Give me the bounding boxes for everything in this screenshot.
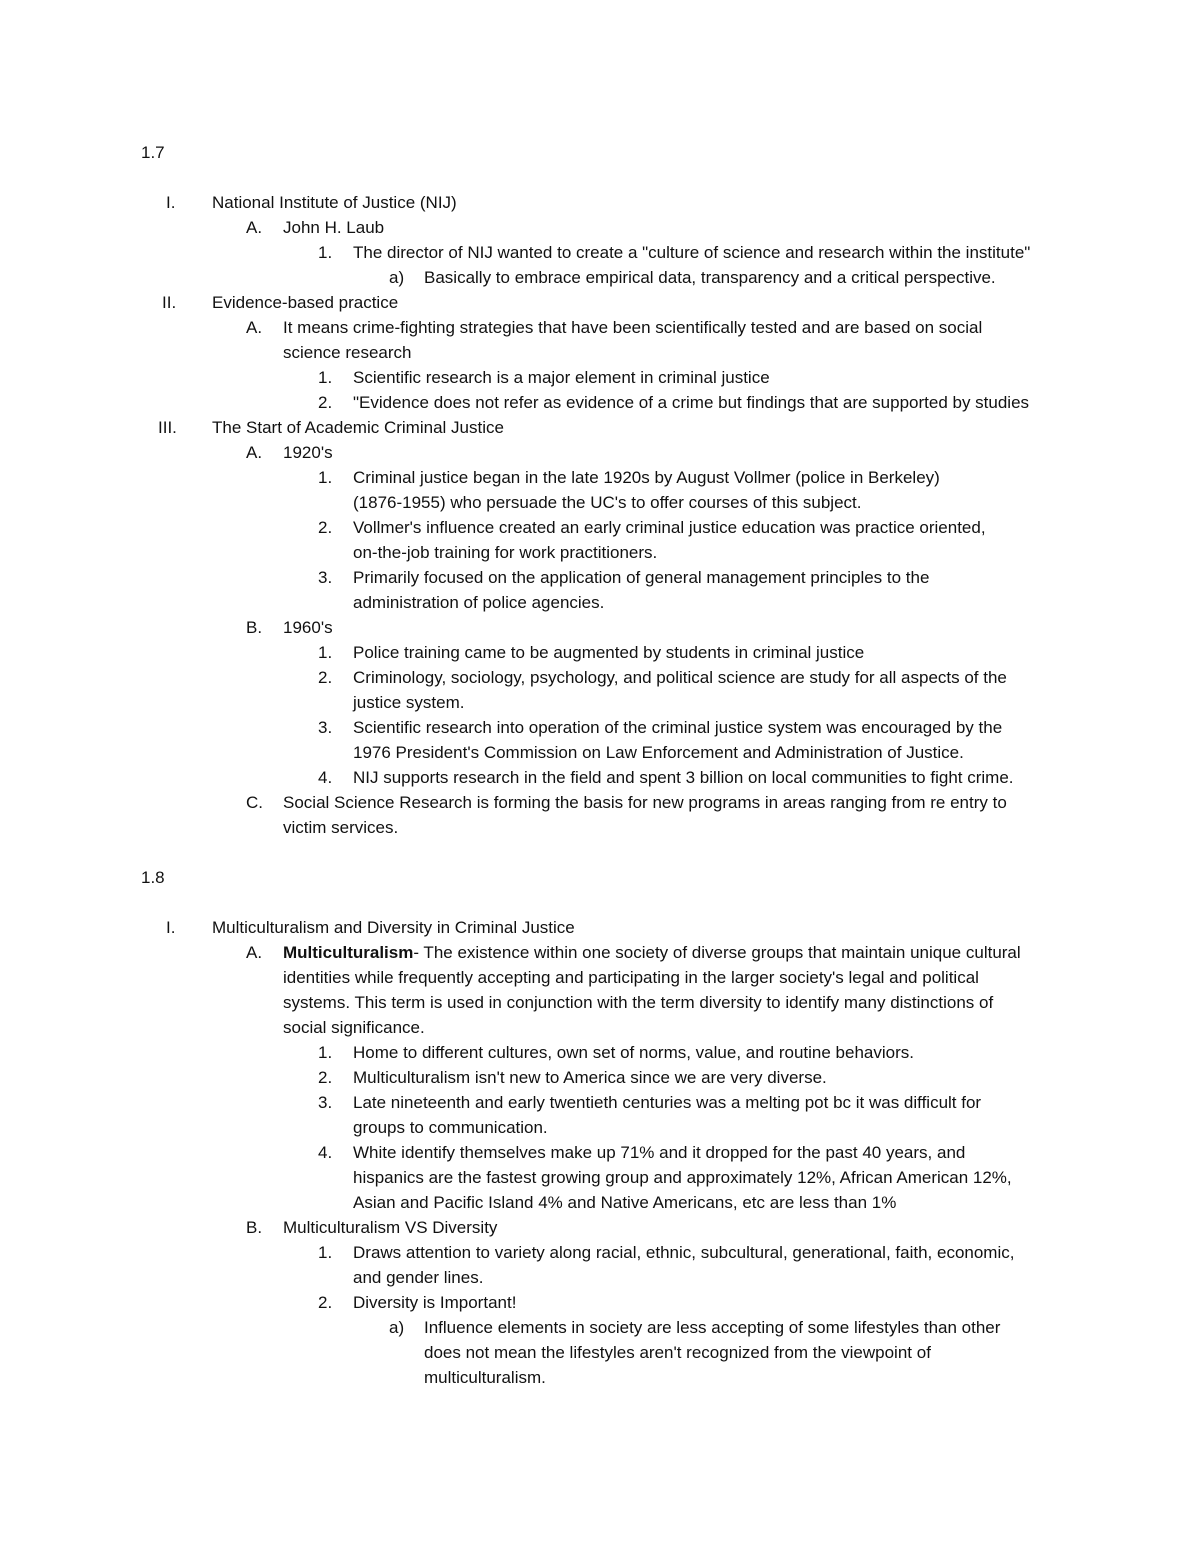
list-marker: 2. — [318, 1068, 333, 1087]
list-item: Vollmer's influence created an early criminal justice education was practice oriented, — [353, 518, 986, 537]
list-marker: 2. — [318, 1293, 333, 1312]
list-item-continuation: multiculturalism. — [424, 1368, 546, 1387]
list-item: Multiculturalism and Diversity in Criminal Justice — [212, 918, 575, 937]
list-marker: 2. — [318, 518, 333, 537]
list-item: Social Science Research is forming the basis for new programs in areas ranging from re entry to — [283, 793, 1007, 812]
list-marker: a) — [389, 1318, 405, 1337]
list-marker: 1. — [318, 368, 333, 387]
list-item: Evidence-based practice — [212, 293, 399, 312]
list-item: Multiculturalism VS Diversity — [283, 1218, 498, 1237]
list-marker: I. — [166, 918, 176, 937]
list-item-continuation: does not mean the lifestyles aren't recognized from the viewpoint of — [424, 1343, 931, 1362]
section-heading: 1.7 — [141, 143, 165, 162]
list-item: Police training came to be augmented by students in criminal justice — [353, 643, 865, 662]
list-item: Home to different cultures, own set of norms, value, and routine behaviors. — [353, 1043, 914, 1062]
list-item: John H. Laub — [283, 218, 385, 237]
list-item: The director of NIJ wanted to create a "culture of science and research within the institute" — [353, 243, 1031, 262]
list-marker: A. — [246, 318, 263, 337]
list-marker: A. — [246, 443, 263, 462]
list-marker: 3. — [318, 1093, 333, 1112]
list-item-continuation: identities while frequently accepting and participating in the larger society's legal and political — [283, 968, 979, 987]
list-item-continuation: and gender lines. — [353, 1268, 484, 1287]
list-marker: B. — [246, 1218, 263, 1237]
list-marker: 2. — [318, 393, 333, 412]
list-item: Draws attention to variety along racial, ethnic, subcultural, generational, faith, economic, — [353, 1243, 1015, 1262]
list-item-continuation: groups to communication. — [353, 1118, 548, 1137]
list-marker: B. — [246, 618, 263, 637]
list-marker: A. — [246, 218, 263, 237]
term-definition: - The existence within one society of diverse groups that maintain unique cultural — [413, 943, 1021, 962]
list-item: It means crime-fighting strategies that have been scientifically tested and are based on social — [283, 318, 983, 337]
list-item-continuation: administration of police agencies. — [353, 593, 605, 612]
list-item: National Institute of Justice (NIJ) — [212, 193, 457, 212]
list-marker: 3. — [318, 718, 333, 737]
list-item-continuation: social significance. — [283, 1018, 425, 1037]
list-item: Influence elements in society are less accepting of some lifestyles than other — [424, 1318, 1001, 1337]
list-marker: A. — [246, 943, 263, 962]
list-marker: III. — [158, 418, 177, 437]
list-item-continuation: 1976 President's Commission on Law Enforcement and Administration of Justice. — [353, 743, 964, 762]
list-item-continuation: Asian and Pacific Island 4% and Native Americans, etc are less than 1% — [353, 1193, 897, 1212]
list-item-continuation: science research — [283, 343, 412, 362]
list-marker: 1. — [318, 468, 333, 487]
list-item: Late nineteenth and early twentieth centuries was a melting pot bc it was difficult for — [353, 1093, 982, 1112]
list-marker: I. — [166, 193, 176, 212]
list-item: NIJ supports research in the field and spent 3 billion on local communities to fight crime. — [353, 768, 1014, 787]
list-item: 1920's — [283, 443, 333, 462]
list-item: Primarily focused on the application of general management principles to the — [353, 568, 930, 587]
list-item-continuation: (1876-1955) who persuade the UC's to offer courses of this subject. — [353, 493, 862, 512]
list-item: Scientific research is a major element in criminal justice — [353, 368, 770, 387]
list-item: "Evidence does not refer as evidence of a crime but findings that are supported by studies — [353, 393, 1030, 412]
list-marker: 1. — [318, 643, 333, 662]
list-item-continuation: on-the-job training for work practitioners. — [353, 543, 658, 562]
list-item: Criminal justice began in the late 1920s by August Vollmer (police in Berkeley) — [353, 468, 940, 487]
list-marker: C. — [246, 793, 263, 812]
list-item: The Start of Academic Criminal Justice — [212, 418, 504, 437]
section-heading: 1.8 — [141, 868, 165, 887]
list-marker: 1. — [318, 1043, 333, 1062]
list-marker: 3. — [318, 568, 333, 587]
list-marker: 1. — [318, 243, 333, 262]
list-item: Multiculturalism isn't new to America since we are very diverse. — [353, 1068, 827, 1087]
list-marker: 4. — [318, 1143, 333, 1162]
list-item-continuation: systems. This term is used in conjunction with the term diversity to identify many distinctions of — [283, 993, 994, 1012]
list-item: 1960's — [283, 618, 333, 637]
list-marker: 2. — [318, 668, 333, 687]
list-item — [283, 943, 1021, 963]
list-item: White identify themselves make up 71% and it dropped for the past 40 years, and — [353, 1143, 966, 1162]
list-marker: 1. — [318, 1243, 333, 1262]
list-marker: II. — [162, 293, 177, 312]
list-marker: 4. — [318, 768, 333, 787]
list-item: Scientific research into operation of the criminal justice system was encouraged by the — [353, 718, 1003, 737]
list-item: Basically to embrace empirical data, transparency and a critical perspective. — [424, 268, 996, 287]
list-item-continuation: hispanics are the fastest growing group and approximately 12%, African American 12%, — [353, 1168, 1012, 1187]
list-item: Criminology, sociology, psychology, and political science are study for all aspects of the — [353, 668, 1007, 687]
list-item-continuation: justice system. — [353, 693, 465, 712]
list-item: Diversity is Important! — [353, 1293, 517, 1312]
list-marker: a) — [389, 268, 405, 287]
list-item-continuation: victim services. — [283, 818, 399, 837]
term-bold: Multiculturalism — [283, 943, 414, 962]
